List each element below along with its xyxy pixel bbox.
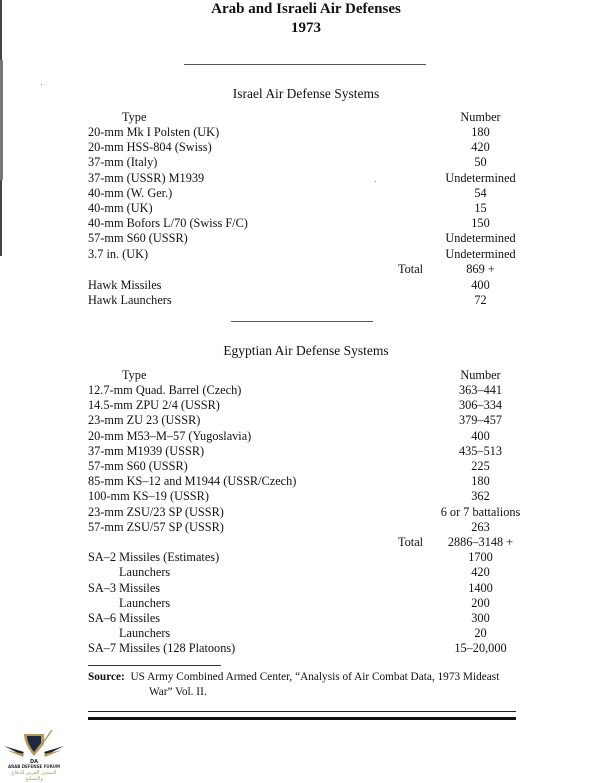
row-number: 20	[474, 626, 487, 640]
table-row	[88, 626, 520, 641]
bottom-rule-thin	[88, 711, 516, 712]
column-header-number: Number	[460, 110, 501, 124]
row-type: Launchers	[119, 565, 171, 579]
row-type: 37-mm M1939 (USSR)	[88, 444, 205, 458]
table-row	[88, 216, 520, 231]
row-number: 50	[474, 155, 487, 169]
row-type: Hawk Missiles	[88, 278, 162, 292]
table-row	[88, 293, 520, 308]
source-text-line2: War” Vol. II.	[149, 686, 207, 698]
source-label: Source:	[88, 671, 125, 683]
row-number: 54	[474, 186, 487, 200]
row-type: 20-mm M53–M–57 (Yugoslavia)	[88, 429, 252, 443]
row-type: 12.7-mm Quad. Barrel (Czech)	[88, 383, 242, 397]
row-type: 57-mm ZSU/57 SP (USSR)	[88, 520, 224, 534]
row-number: 72	[474, 293, 487, 307]
total-row	[88, 535, 520, 550]
row-type: 23-mm ZU 23 (USSR)	[88, 413, 201, 427]
row-type: 85-mm KS–12 and M1944 (USSR/Czech)	[88, 474, 297, 488]
row-number: 263	[471, 520, 490, 534]
row-number: 362	[471, 489, 490, 503]
table-row	[88, 413, 520, 428]
row-type: 40-mm Bofors L/70 (Swiss F/C)	[88, 216, 248, 230]
svg-text:DA: DA	[29, 759, 39, 764]
table-row	[88, 444, 520, 459]
title-rule	[184, 64, 426, 65]
row-number: Undetermined	[445, 231, 516, 245]
row-type: SA–3 Missiles	[88, 581, 161, 595]
row-type: SA–2 Missiles (Estimates)	[88, 550, 220, 564]
total-value: 2886–3148 +	[447, 535, 514, 549]
row-number: 306–334	[458, 398, 503, 412]
row-number: 420	[471, 565, 490, 579]
total-label: Total	[398, 535, 424, 549]
row-number: 225	[471, 459, 490, 473]
arab-defense-forum-watermark	[2, 728, 66, 783]
table-row	[88, 186, 520, 201]
row-number: 180	[471, 125, 490, 139]
table-row	[88, 459, 520, 474]
table-row	[88, 247, 520, 262]
table-row	[88, 641, 520, 656]
table-row	[88, 278, 520, 293]
row-type: 57-mm S60 (USSR)	[88, 459, 188, 473]
row-type: 20-mm Mk I Polsten (UK)	[88, 125, 220, 139]
row-type: Launchers	[119, 596, 171, 610]
table-row	[88, 429, 520, 444]
shield-wings-logo-icon	[2, 728, 66, 764]
column-header-type: Type	[122, 110, 147, 124]
row-number: 420	[471, 140, 490, 154]
israel-section-title: Israel Air Defense Systems	[232, 86, 380, 101]
row-number: 180	[471, 474, 490, 488]
table-row	[88, 383, 520, 398]
document-year: 1973	[291, 20, 321, 36]
table-row	[88, 505, 520, 520]
table-row	[88, 125, 520, 140]
row-number: 400	[471, 429, 490, 443]
israel-header-row	[88, 110, 520, 125]
source-note	[88, 670, 516, 700]
row-type: SA–7 Missiles (128 Platoons)	[88, 641, 236, 655]
total-label: Total	[398, 262, 424, 276]
row-type: 23-mm ZSU/23 SP (USSR)	[88, 505, 224, 519]
section-divider	[231, 321, 373, 322]
row-number: Undetermined	[445, 247, 516, 261]
scan-edge	[0, 60, 3, 180]
row-type: 3.7 in. (UK)	[88, 247, 149, 261]
table-row	[88, 398, 520, 413]
row-type: 37-mm (USSR) M1939	[88, 171, 205, 185]
row-type: 14.5-mm ZPU 2/4 (USSR)	[88, 398, 220, 412]
table-row	[88, 520, 520, 535]
row-number: 1700	[468, 550, 493, 564]
row-type: 100-mm KS–19 (USSR)	[88, 489, 209, 503]
bottom-rule-thick	[88, 717, 516, 720]
row-number: 15–20,000	[454, 641, 507, 655]
row-type: SA–6 Missiles	[88, 611, 161, 625]
table-row	[88, 171, 520, 186]
row-number: 400	[471, 278, 490, 292]
row-number: 15	[474, 201, 487, 215]
document-title: Arab and Israeli Air Defenses	[211, 1, 401, 17]
table-row	[88, 474, 520, 489]
row-number: Undetermined	[445, 171, 516, 185]
row-number: 435–513	[458, 444, 503, 458]
table-row	[88, 565, 520, 580]
row-type: 20-mm HSS-804 (Swiss)	[88, 140, 212, 154]
row-type: Hawk Launchers	[88, 293, 172, 307]
row-number: 1400	[468, 581, 493, 595]
row-number: 6 or 7 battalions	[440, 505, 521, 519]
watermark-name-en: ARAB DEFENSE FORUM	[7, 764, 61, 769]
table-row	[88, 231, 520, 246]
total-row	[88, 262, 520, 277]
egypt-header-row	[88, 368, 520, 383]
table-row	[88, 201, 520, 216]
total-value: 869 +	[466, 262, 495, 276]
row-type: 37-mm (Italy)	[88, 155, 158, 169]
table-row	[88, 596, 520, 611]
watermark-name-ar: المنتدى العربي للدفاع والتسليح	[11, 770, 57, 782]
table-row	[88, 140, 520, 155]
row-number: 300	[471, 611, 490, 625]
row-number: 200	[471, 596, 490, 610]
row-type: 40-mm (W. Ger.)	[88, 186, 173, 200]
table-row	[88, 550, 520, 565]
row-type: Launchers	[119, 626, 171, 640]
table-row	[88, 611, 520, 626]
egypt-section-title: Egyptian Air Defense Systems	[223, 343, 389, 358]
table-row	[88, 489, 520, 504]
column-header-number: Number	[460, 368, 501, 382]
table-row	[88, 581, 520, 596]
row-number: 379–457	[458, 413, 503, 427]
source-text-line1: US Army Combined Armed Center, “Analysis of Air Combat Data, 1973 Mideast	[130, 671, 500, 683]
footnote-rule	[88, 665, 221, 666]
row-type: 57-mm S60 (USSR)	[88, 231, 188, 245]
table-row	[88, 155, 520, 170]
row-number: 150	[471, 216, 490, 230]
row-type: 40-mm (UK)	[88, 201, 153, 215]
row-number: 363–441	[458, 383, 503, 397]
column-header-type: Type	[122, 368, 147, 382]
scan-speck	[41, 84, 42, 85]
